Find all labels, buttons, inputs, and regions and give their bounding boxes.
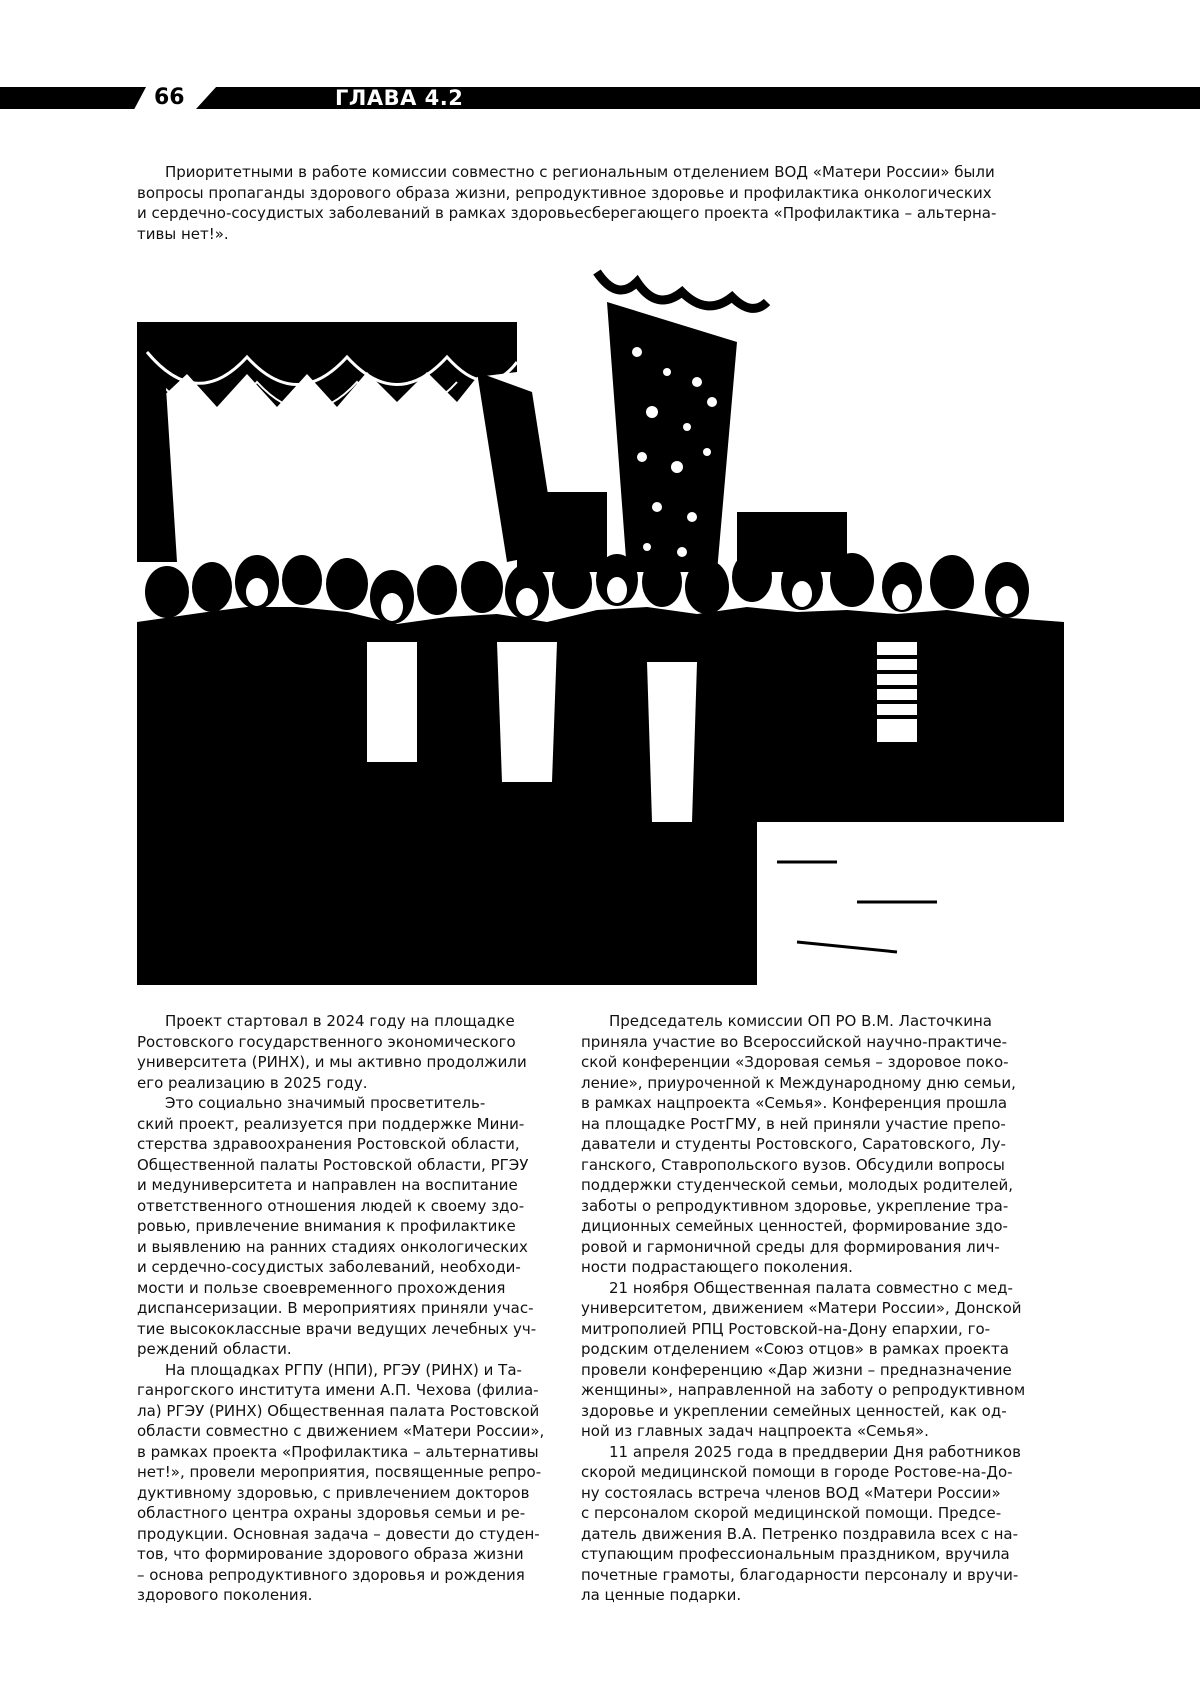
right-paragraph-3	[581, 1442, 1051, 1606]
text-line: родским отделением «Союз отцов» в рамках проекта	[581, 1340, 1009, 1358]
text-line: ление», приуроченной к Международному дню семьи,	[581, 1073, 1016, 1092]
left-column	[137, 1011, 557, 1606]
text-line: университета (РИНХ), и мы активно продолжили	[137, 1053, 527, 1071]
text-line: продукции. Основная задача – довести до студен-	[137, 1524, 540, 1543]
intro-text	[137, 162, 1027, 244]
intro-line: и сердечно-сосудистых заболеваний в рамках здоровьесберегающего проекта «Профилактика – альтерна-	[137, 204, 997, 222]
text-line: Общественной палаты Ростовской области, РГЭУ	[137, 1155, 529, 1174]
text-line: в рамках нацпроекта «Семья». Конференция прошла	[581, 1094, 1008, 1112]
text-line: диционных семейных ценностей, формирование здо-	[581, 1217, 1008, 1235]
text-line: На площадках РГПУ (НПИ), РГЭУ (РИНХ) и Та-	[165, 1360, 522, 1379]
text-line: поддержки студенческой семьи, молодых родителей,	[581, 1176, 1014, 1194]
text-line: тов, что формирование здорового образа жизни	[137, 1545, 524, 1563]
text-line: с персоналом скорой медицинской помощи. Предсе-	[581, 1504, 1002, 1522]
text-line: здоровье и укреплении семейных ценностей, как од-	[581, 1401, 1007, 1420]
text-line: заботы о репродуктивном здоровье, укрепление тра-	[581, 1196, 1009, 1215]
text-line: ответственного отношения людей к своему здо-	[137, 1196, 525, 1215]
text-line: почетные грамоты, благодарности персоналу и вручи-	[581, 1565, 1019, 1584]
left-paragraph-1	[137, 1011, 557, 1093]
text-line: ну состоялась встреча членов ВОД «Матери России»	[581, 1483, 1001, 1502]
text-line: областного центра охраны здоровья семьи и ре-	[137, 1504, 526, 1522]
intro-line: вопросы пропаганды здорового образа жизни, репродуктивное здоровье и профилактика онкологических	[137, 183, 992, 202]
intro-line: тивы нет!».	[137, 224, 229, 243]
text-line: и выявлению на ранних стадиях онкологических	[137, 1237, 528, 1256]
text-line: и медуниверситета и направлен на воспитание	[137, 1176, 518, 1194]
right-paragraph-1	[581, 1011, 1051, 1278]
text-line: провели конференцию «Дар жизни – предназначение	[581, 1360, 1012, 1379]
text-line: реждений области.	[137, 1340, 292, 1358]
left-paragraph-3	[137, 1360, 557, 1606]
intro-paragraph	[137, 162, 1027, 244]
group-photo-icon	[137, 262, 1064, 985]
chapter-title: ГЛАВА 4.2	[335, 86, 464, 110]
page-number: 66	[154, 85, 185, 110]
text-line: диспансеризации. В мероприятиях приняли учас-	[137, 1299, 534, 1317]
text-line: ганрогского института имени А.П. Чехова (филиа-	[137, 1381, 539, 1399]
text-line: 21 ноября Общественная палата совместно с мед-	[609, 1278, 1013, 1297]
text-line: Председатель комиссии ОП РО В.М. Ласточкина	[609, 1012, 992, 1030]
right-paragraph-2	[581, 1278, 1051, 1442]
text-line: ровой и гармоничной среды для формирования лич-	[581, 1237, 1000, 1256]
text-line: области совместно с движением «Матери России»,	[137, 1422, 545, 1440]
text-line: Это социально значимый просветитель-	[165, 1094, 486, 1112]
text-line: в рамках проекта «Профилактика – альтернативы	[137, 1442, 539, 1461]
text-line: стерства здравоохранения Ростовской области,	[137, 1135, 520, 1153]
text-line: ла) РГЭУ (РИНХ) Общественная палата Ростовской	[137, 1401, 540, 1420]
text-line: приняла участие во Всероссийской научно-практиче-	[581, 1032, 1008, 1051]
text-line: ский проект, реализуется при поддержке Мини-	[137, 1114, 525, 1133]
text-line: датель движения В.А. Петренко поздравила всех с на-	[581, 1524, 1019, 1543]
text-line: – основа репродуктивного здоровья и рождения	[137, 1565, 525, 1584]
text-line: дуктивному здоровью, с привлечением докторов	[137, 1483, 530, 1502]
text-line: 11 апреля 2025 года в преддверии Дня работников	[609, 1442, 1021, 1461]
header-bar-left	[0, 87, 146, 109]
intro-line: Приоритетными в работе комиссии совместно с региональным отделением ВОД «Матери России» были	[165, 163, 995, 181]
text-line: ганского, Ставропольского вузов. Обсудили вопросы	[581, 1155, 1005, 1174]
text-line: Проект стартовал в 2024 году на площадке	[165, 1012, 515, 1030]
text-line: скорой медицинской помощи в городе Ростове-на-До-	[581, 1463, 1013, 1481]
text-line: ской конференции «Здоровая семья – здоровое поко-	[581, 1053, 1009, 1071]
text-line: митрополией РПЦ Ростовской-на-Дону епархии, го-	[581, 1319, 991, 1338]
text-line: на площадке РостГМУ, в ней приняли участие препо-	[581, 1114, 1006, 1133]
group-photo	[137, 262, 1064, 985]
text-line: мости и пользе своевременного прохождения	[137, 1278, 506, 1297]
text-line: его реализацию в 2025 году.	[137, 1073, 368, 1092]
text-line: ла ценные подарки.	[581, 1586, 742, 1604]
text-line: ности подрастающего поколения.	[581, 1258, 853, 1276]
text-line: ступающим профессиональным праздником, вручила	[581, 1545, 1010, 1563]
text-line: здорового поколения.	[137, 1586, 313, 1604]
text-line: женщины», направленной на заботу о репродуктивном	[581, 1381, 1026, 1399]
left-paragraph-2	[137, 1093, 557, 1360]
text-line: тие высококлассные врачи ведущих лечебных уч-	[137, 1319, 537, 1338]
text-line: Ростовского государственного экономического	[137, 1032, 516, 1051]
right-column	[581, 1011, 1051, 1606]
text-line: даватели и студенты Ростовского, Саратовского, Лу-	[581, 1135, 1006, 1153]
text-line: университетом, движением «Матери России», Донской	[581, 1299, 1022, 1317]
text-line: и сердечно-сосудистых заболеваний, необходи-	[137, 1258, 521, 1276]
text-line: ровью, привлечение внимания к профилактике	[137, 1217, 516, 1235]
text-line: нет!», провели мероприятия, посвященные репро-	[137, 1463, 542, 1481]
text-line: ной из главных задач нацпроекта «Семья».	[581, 1422, 929, 1440]
